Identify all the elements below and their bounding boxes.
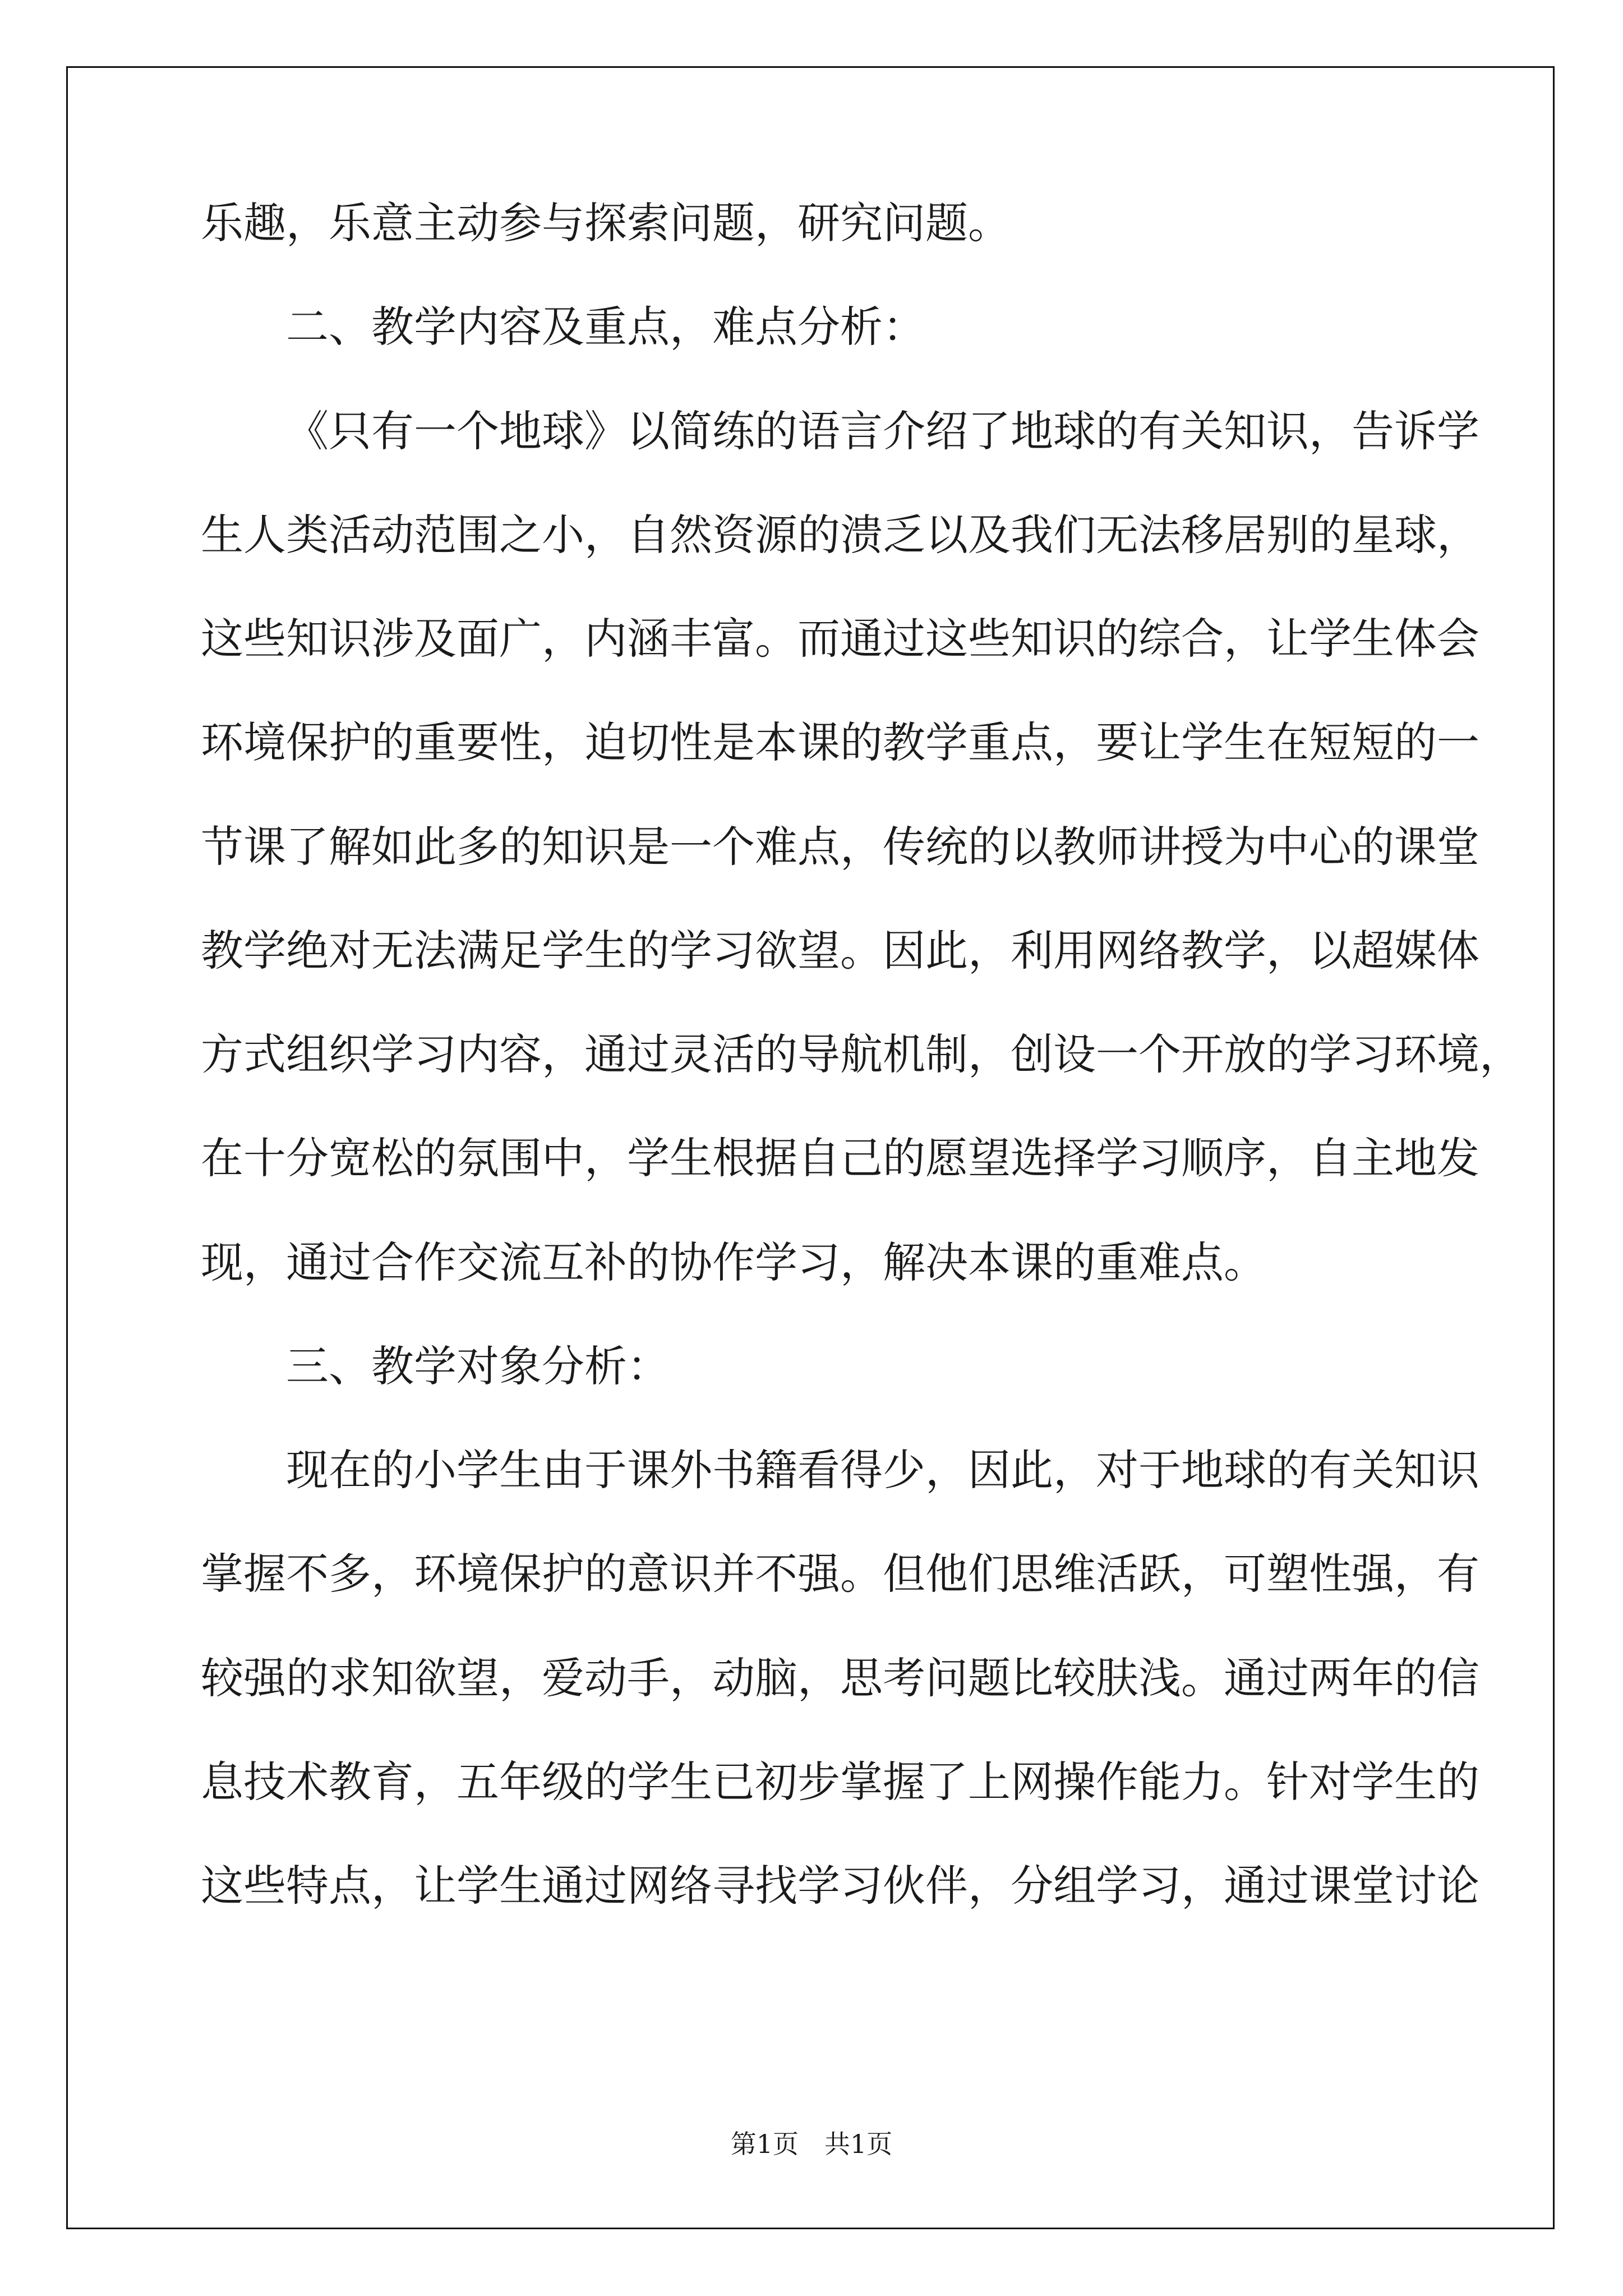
body-line: 这些特点，让学生通过网络寻找学习伙伴，分组学习，通过课堂讨论 [201,1861,1479,1911]
body-line: 乐趣，乐意主动参与探索问题，研究问题。 [201,198,1011,248]
body-line: 息技术教育，五年级的学生已初步掌握了上网操作能力。针对学生的 [201,1757,1479,1807]
body-line: 在十分宽松的氛围中，学生根据自己的愿望选择学习顺序，自主地发 [201,1133,1479,1183]
body-line: 现在的小学生由于课外书籍看得少，因此，对于地球的有关知识 [286,1445,1479,1495]
body-line: 《只有一个地球》以简练的语言介绍了地球的有关知识，告诉学 [286,406,1479,456]
body-line: 这些知识涉及面广，内涵丰富。而通过这些知识的综合，让学生体会 [201,614,1479,664]
body-line: 环境保护的重要性，迫切性是本课的教学重点，要让学生在短短的一 [201,717,1479,767]
body-line: 现，通过合作交流互补的协作学习，解决本课的重难点。 [201,1237,1266,1287]
body-line: 生人类活动范围之小，自然资源的溃乏以及我们无法移居别的星球， [201,510,1479,560]
section-heading-content-analysis: 二、教学内容及重点，难点分析： [286,302,925,352]
body-line: 较强的求知欲望，爱动手，动脑，思考问题比较肤浅。通过两年的信 [201,1653,1479,1703]
body-line: 方式组织学习内容，通过灵活的导航机制，创设一个开放的学习环境， [201,1029,1522,1079]
body-line: 节课了解如此多的知识是一个难点，传统的以教师讲授为中心的课堂 [201,822,1479,872]
body-line: 教学绝对无法满足学生的学习欲望。因此，利用网络教学，以超媒体 [201,926,1479,976]
section-heading-audience-analysis: 三、教学对象分析： [286,1341,670,1391]
page-number-footer: 第1页 共1页 [730,2129,893,2159]
body-line: 掌握不多，环境保护的意识并不强。但他们思维活跃，可塑性强，有 [201,1549,1479,1599]
